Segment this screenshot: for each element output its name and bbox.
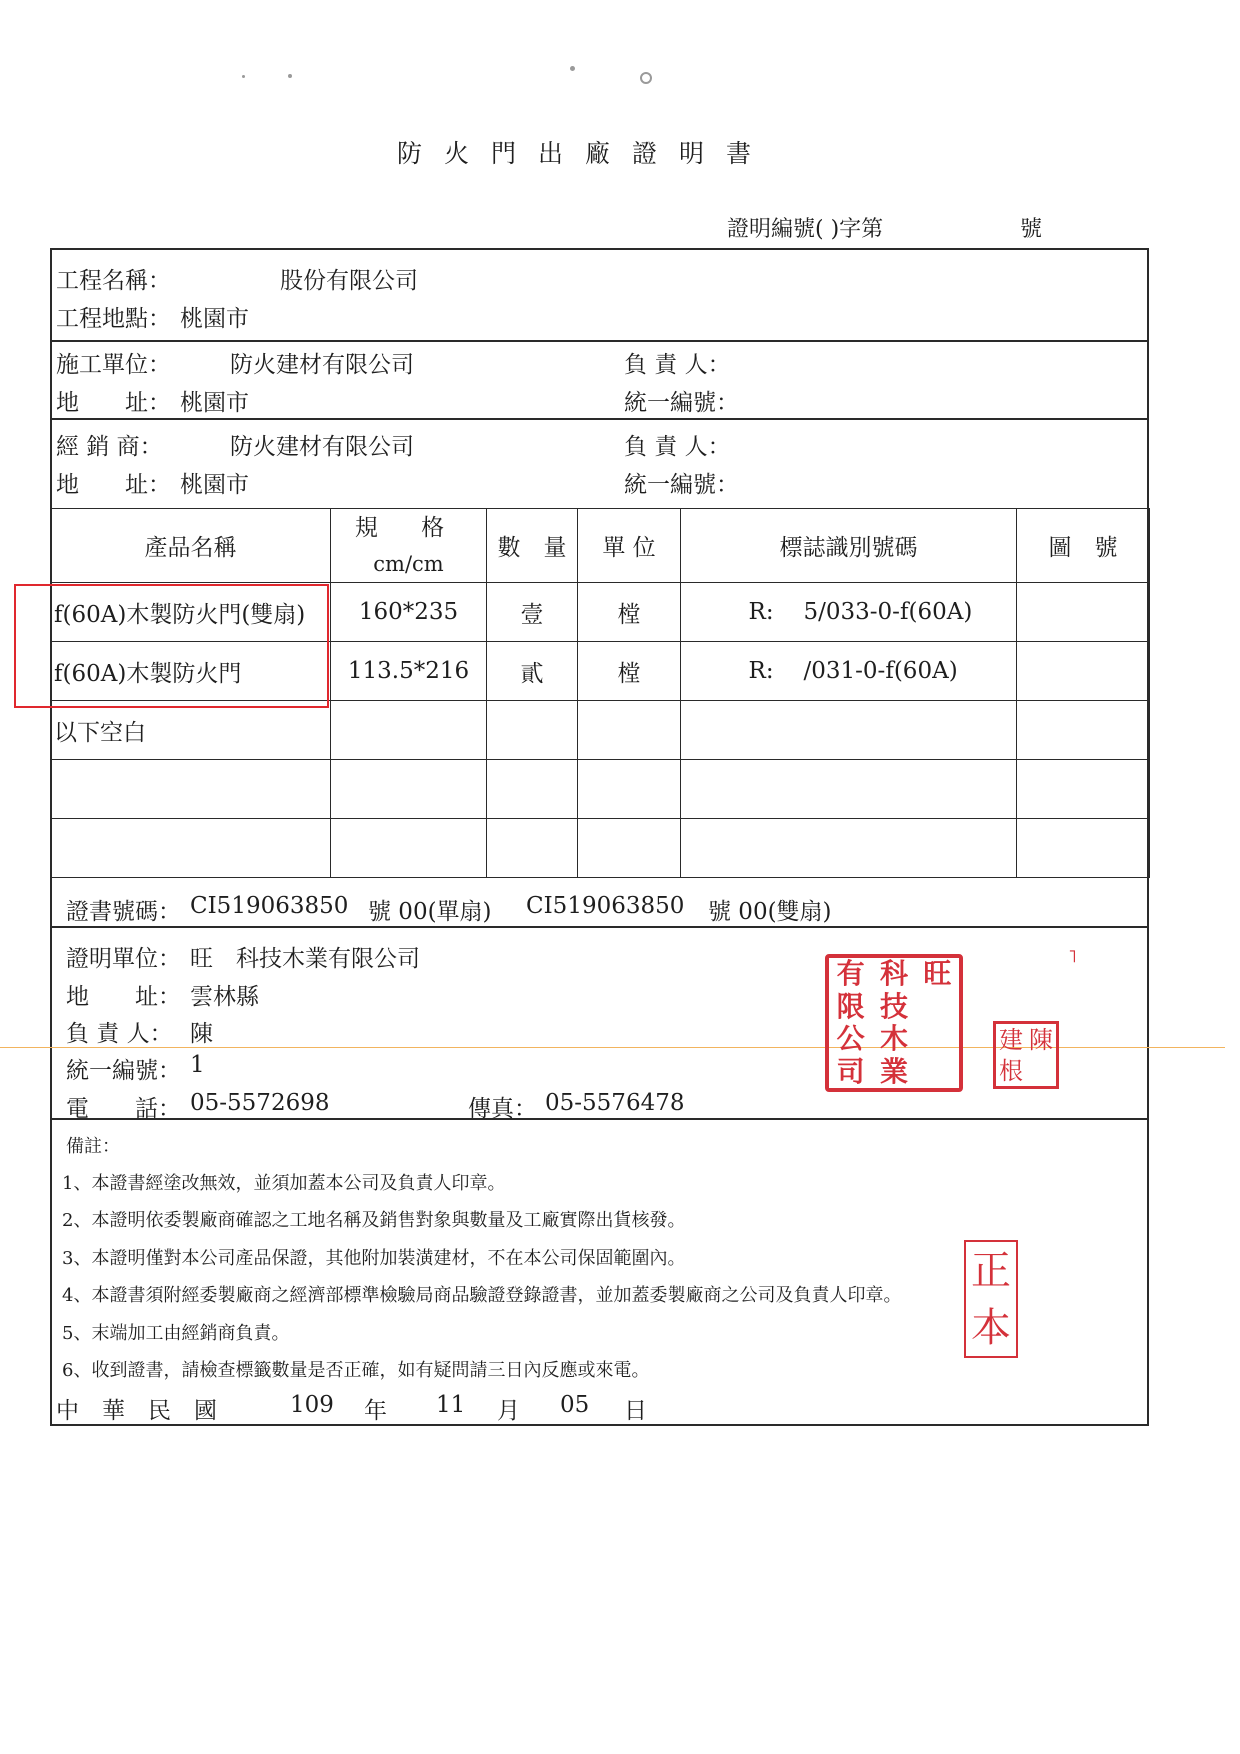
mark-id-cell: [681, 819, 1017, 878]
header-mark-id: 標誌識別號碼: [681, 509, 1017, 583]
seal-char: [916, 991, 959, 1024]
divider: [50, 340, 1149, 342]
product-name-cell: [51, 819, 331, 878]
header-unit: 單 位: [578, 509, 681, 583]
date-year: 109: [290, 1392, 334, 1418]
issuer-fax-label: 傳真：: [468, 1096, 537, 1122]
seal-char: [916, 1056, 959, 1089]
distributor-value: 防火建材有限公司: [230, 434, 414, 460]
note-item: 3、本證明僅對本公司產品保證，其他附加裝潢建材，不在本公司保固範圍內。: [62, 1248, 686, 1269]
divider: [50, 418, 1149, 420]
seal-char: 木: [879, 1022, 908, 1056]
date-month-label: 月: [497, 1398, 520, 1424]
note-item: 4、本證書須附經委製廠商之經濟部標準檢驗局商品驗證登錄證書，並加蓋委製廠商之公司及負責人印章。: [62, 1285, 902, 1306]
product-name-cell: f(60A)木製防火門: [51, 642, 331, 701]
header-spec: [331, 509, 487, 583]
stamp-mark: ˥: [1068, 946, 1077, 967]
divider: [50, 926, 1149, 928]
seal-char: 限: [836, 989, 865, 1023]
certificate-type-1: 號 00(單扇): [368, 899, 492, 925]
quantity-cell: [487, 760, 578, 819]
issuer-address-value: 雲林縣: [190, 984, 259, 1010]
product-name-cell: f(60A)木製防火門(雙扇): [51, 583, 331, 642]
spec-cell: 160*235: [331, 583, 487, 642]
issuer-tax-value: 1: [190, 1052, 205, 1078]
spec-cell: [331, 701, 487, 760]
project-location-value: 桃園市: [180, 306, 249, 332]
mark-id-cell: [681, 701, 1017, 760]
seal-char: 陳: [1029, 1025, 1053, 1054]
spec-cell: [331, 760, 487, 819]
distributor-tax-label: 統一編號：: [624, 472, 739, 498]
contractor-tax-label: 統一編號：: [624, 390, 739, 416]
drawing-no-cell: [1017, 760, 1150, 819]
seal-char: 本: [971, 1304, 1011, 1351]
contractor-person-label: 負 責 人：: [624, 352, 731, 378]
spec-cell: [331, 819, 487, 878]
unit-cell: [578, 701, 681, 760]
seal-char: 正: [971, 1247, 1011, 1294]
quantity-cell: 壹: [487, 583, 578, 642]
contractor-unit-label: 施工單位：: [56, 352, 171, 378]
issuer-address-label: 地 址：: [66, 984, 181, 1010]
certificate-number-suffix: 號: [1020, 217, 1043, 242]
date-day-label: 日: [624, 1398, 647, 1424]
project-name-value: 股份有限公司: [280, 268, 418, 294]
date-year-label: 年: [364, 1398, 387, 1424]
distributor-address-label: 地 址：: [56, 472, 171, 498]
seal-char: 技: [879, 989, 908, 1023]
issuer-phone-value: 05-5572698: [190, 1090, 330, 1116]
scan-speck: [640, 72, 652, 84]
issuer-phone-label: 電 話：: [66, 1096, 181, 1122]
quantity-cell: [487, 701, 578, 760]
document-title: 防火門出廠證明書: [396, 139, 773, 168]
unit-cell: 樘: [578, 642, 681, 701]
header-quantity: 數 量: [487, 509, 578, 583]
drawing-no-cell: [1017, 701, 1150, 760]
certificate-label: 證書號碼：: [66, 899, 181, 925]
distributor-label: 經 銷 商：: [56, 434, 163, 460]
mark-id-cell: [681, 583, 1017, 642]
highlight-box: [14, 584, 329, 708]
issuer-person-value: 陳: [190, 1021, 213, 1047]
product-name-cell: 以下空白: [51, 701, 331, 760]
seal-char: [1026, 1055, 1056, 1086]
drawing-no-cell: [1017, 819, 1150, 878]
header-drawing-no: 圖 號: [1017, 509, 1150, 583]
issuer-unit-value: 旺 科技木業有限公司: [190, 946, 420, 972]
contractor-unit-value: 防火建材有限公司: [230, 352, 414, 378]
header-spec-unit: cm/cm: [373, 551, 444, 576]
seal-char: 業: [879, 1054, 908, 1088]
date-era: 中 華 民 國: [56, 1398, 217, 1424]
scan-speck: [242, 75, 245, 78]
note-item: 5、末端加工由經銷商負責。: [62, 1323, 290, 1344]
unit-cell: [578, 819, 681, 878]
quantity-cell: [487, 819, 578, 878]
mark-value: 5/033-0-f(60A): [803, 599, 973, 625]
issuer-unit-label: 證明單位：: [66, 946, 181, 972]
unit-cell: [578, 760, 681, 819]
note-item: 2、本證明依委製廠商確認之工地名稱及銷售對象與數量及工廠實際出貨核發。: [62, 1210, 686, 1231]
mark-id-cell: [681, 760, 1017, 819]
seal-char: 根: [999, 1056, 1023, 1085]
company-seal-stamp: [825, 954, 963, 1092]
mark-prefix: R:: [748, 599, 774, 625]
note-item: 6、收到證書，請檢查標籤數量是否正確，如有疑問請三日內反應或來電。: [62, 1360, 650, 1381]
contractor-address-value: 桃園市: [180, 390, 249, 416]
notes-title: 備註：: [66, 1136, 120, 1157]
table-row: [51, 760, 1150, 819]
header-spec-label: 規 格: [354, 514, 463, 541]
seal-char: 有: [836, 957, 865, 991]
original-copy-stamp: [964, 1240, 1018, 1358]
issuer-tax-label: 統一編號：: [66, 1058, 181, 1084]
seal-char: 科: [879, 957, 908, 991]
certificate-number-1: CI519063850: [190, 893, 349, 919]
person-seal-stamp: [993, 1021, 1059, 1089]
issuer-person-label: 負 責 人：: [66, 1021, 173, 1047]
certificate-number-2: CI519063850: [526, 893, 685, 919]
issuer-fax-value: 05-5576478: [545, 1090, 685, 1116]
note-item: 1、本證書經塗改無效，並須加蓋本公司及負責人印章。: [62, 1173, 506, 1194]
mark-id-cell: [681, 642, 1017, 701]
mark-prefix: R:: [748, 658, 774, 684]
contractor-address-label: 地 址：: [56, 390, 171, 416]
date-month: 11: [436, 1392, 466, 1418]
mark-value: /031-0-f(60A): [803, 658, 958, 684]
distributor-address-value: 桃園市: [180, 472, 249, 498]
seal-char: [916, 1023, 959, 1056]
spec-cell: 113.5*216: [331, 642, 487, 701]
quantity-cell: 貳: [487, 642, 578, 701]
project-name-label: 工程名稱：: [56, 268, 171, 294]
table-row: [51, 819, 1150, 878]
header-product: 產品名稱: [51, 509, 331, 583]
seal-char: 司: [836, 1054, 865, 1088]
scan-speck: [570, 66, 575, 71]
project-location-label: 工程地點：: [56, 306, 171, 332]
seal-char: 公: [836, 1022, 865, 1056]
certificate-number-label: 證明編號( )字第: [727, 217, 884, 242]
seal-char: 旺: [923, 957, 952, 991]
distributor-person-label: 負 責 人：: [624, 434, 731, 460]
seal-char: 建: [999, 1025, 1023, 1054]
unit-cell: 樘: [578, 583, 681, 642]
certificate-type-2: 號 00(雙扇): [708, 899, 832, 925]
scan-speck: [288, 74, 292, 78]
divider: [50, 1118, 1149, 1120]
table-row: [51, 701, 1150, 760]
drawing-no-cell: [1017, 642, 1150, 701]
drawing-no-cell: [1017, 583, 1150, 642]
date-day: 05: [560, 1392, 590, 1418]
table-header-row: [51, 509, 1150, 583]
product-name-cell: [51, 760, 331, 819]
